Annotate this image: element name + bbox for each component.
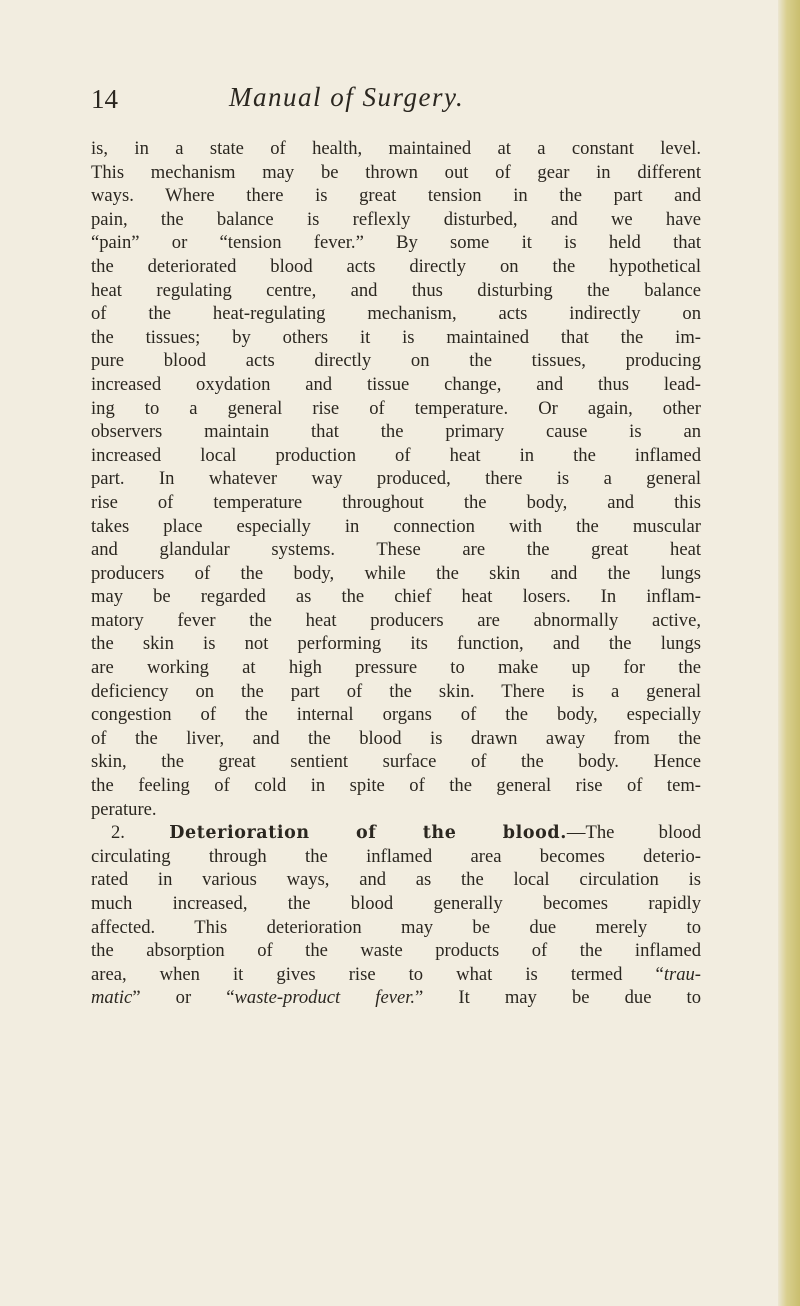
section-number: 2.: [111, 822, 125, 844]
paragraph-fever: [91, 137, 701, 821]
text-line: observers maintain that the primary cause is an: [91, 421, 701, 443]
text-line: of the heat-regulating mechanism, acts indirectly on: [91, 303, 701, 325]
text-line: takes place especially in connection with the muscular: [91, 515, 701, 537]
text-line: may be regarded as the chief heat losers. In inflam-: [91, 586, 701, 608]
text-line: and glandular systems. These are the great heat: [91, 539, 701, 561]
text-line: perature.: [91, 798, 157, 820]
text-line: pain, the balance is reflexly disturbed, and we have: [91, 208, 701, 230]
text-line: increased oxydation and tissue change, and thus lead-: [91, 373, 701, 395]
text-line: the tissues; by others it is maintained that the im-: [91, 326, 701, 348]
text-line: rated in various ways, and as the local circulation is: [91, 869, 701, 891]
text-line: ways. Where there is great tension in the part and: [91, 185, 701, 207]
running-head-title: Manual of Surgery.: [229, 82, 465, 112]
text-line: the absorption of the waste products of the inflamed: [91, 940, 701, 962]
text-line: matic” or “waste-product fever.” It may be due to: [91, 987, 701, 1009]
section-2-heading-line: [91, 821, 701, 845]
text-line: producers of the body, while the skin and the lungs: [91, 562, 701, 584]
text-line: the deteriorated blood acts directly on the hypothetical: [91, 255, 701, 277]
section-heading: Deterioration of the blood.: [169, 823, 567, 844]
text-line: affected. This deterioration may be due merely to: [91, 916, 701, 938]
text-line: are working at high pressure to make up for the: [91, 657, 701, 679]
body-text: [91, 137, 701, 1010]
text-line: heat regulating centre, and thus disturbing the balance: [91, 279, 701, 301]
paragraph-deterioration: [91, 845, 701, 963]
text-line: increased local production of heat in the inflamed: [91, 444, 701, 466]
text-line: pure blood acts directly on the tissues, producing: [91, 350, 701, 372]
text-line: rise of temperature throughout the body, and this: [91, 491, 701, 513]
text-line: congestion of the internal organs of the body, especially: [91, 704, 701, 726]
text-line: is, in a state of health, maintained at a constant level.: [91, 138, 701, 159]
text-line: part. In whatever way produced, there is a general: [91, 468, 701, 490]
section-heading-continuation: —The blood: [566, 822, 701, 844]
page-edge-shadow: [778, 0, 800, 1306]
text-line: This mechanism may be thrown out of gear in different: [91, 161, 701, 183]
text-line: area, when it gives rise to what is termed “trau-: [91, 963, 701, 985]
text-line: “pain” or “tension fever.” By some it is held that: [91, 232, 701, 254]
running-header: [91, 80, 701, 120]
text-line: ing to a general rise of temperature. Or again, other: [91, 397, 701, 419]
text-line: the feeling of cold in spite of the general rise of tem-: [91, 775, 701, 797]
text-line: much increased, the blood generally becomes rapidly: [91, 893, 701, 914]
text-line: deficiency on the part of the skin. There is a general: [91, 680, 701, 702]
page-number: 14: [91, 84, 118, 114]
text-line: of the liver, and the blood is drawn away from the: [91, 727, 701, 749]
text-line: matory fever the heat producers are abnormally active,: [91, 609, 701, 631]
text-line: the skin is not performing its function, and the lungs: [91, 633, 701, 655]
text-line: circulating through the inflamed area becomes deterio-: [91, 845, 701, 867]
text-line: skin, the great sentient surface of the body. Hence: [91, 751, 701, 773]
